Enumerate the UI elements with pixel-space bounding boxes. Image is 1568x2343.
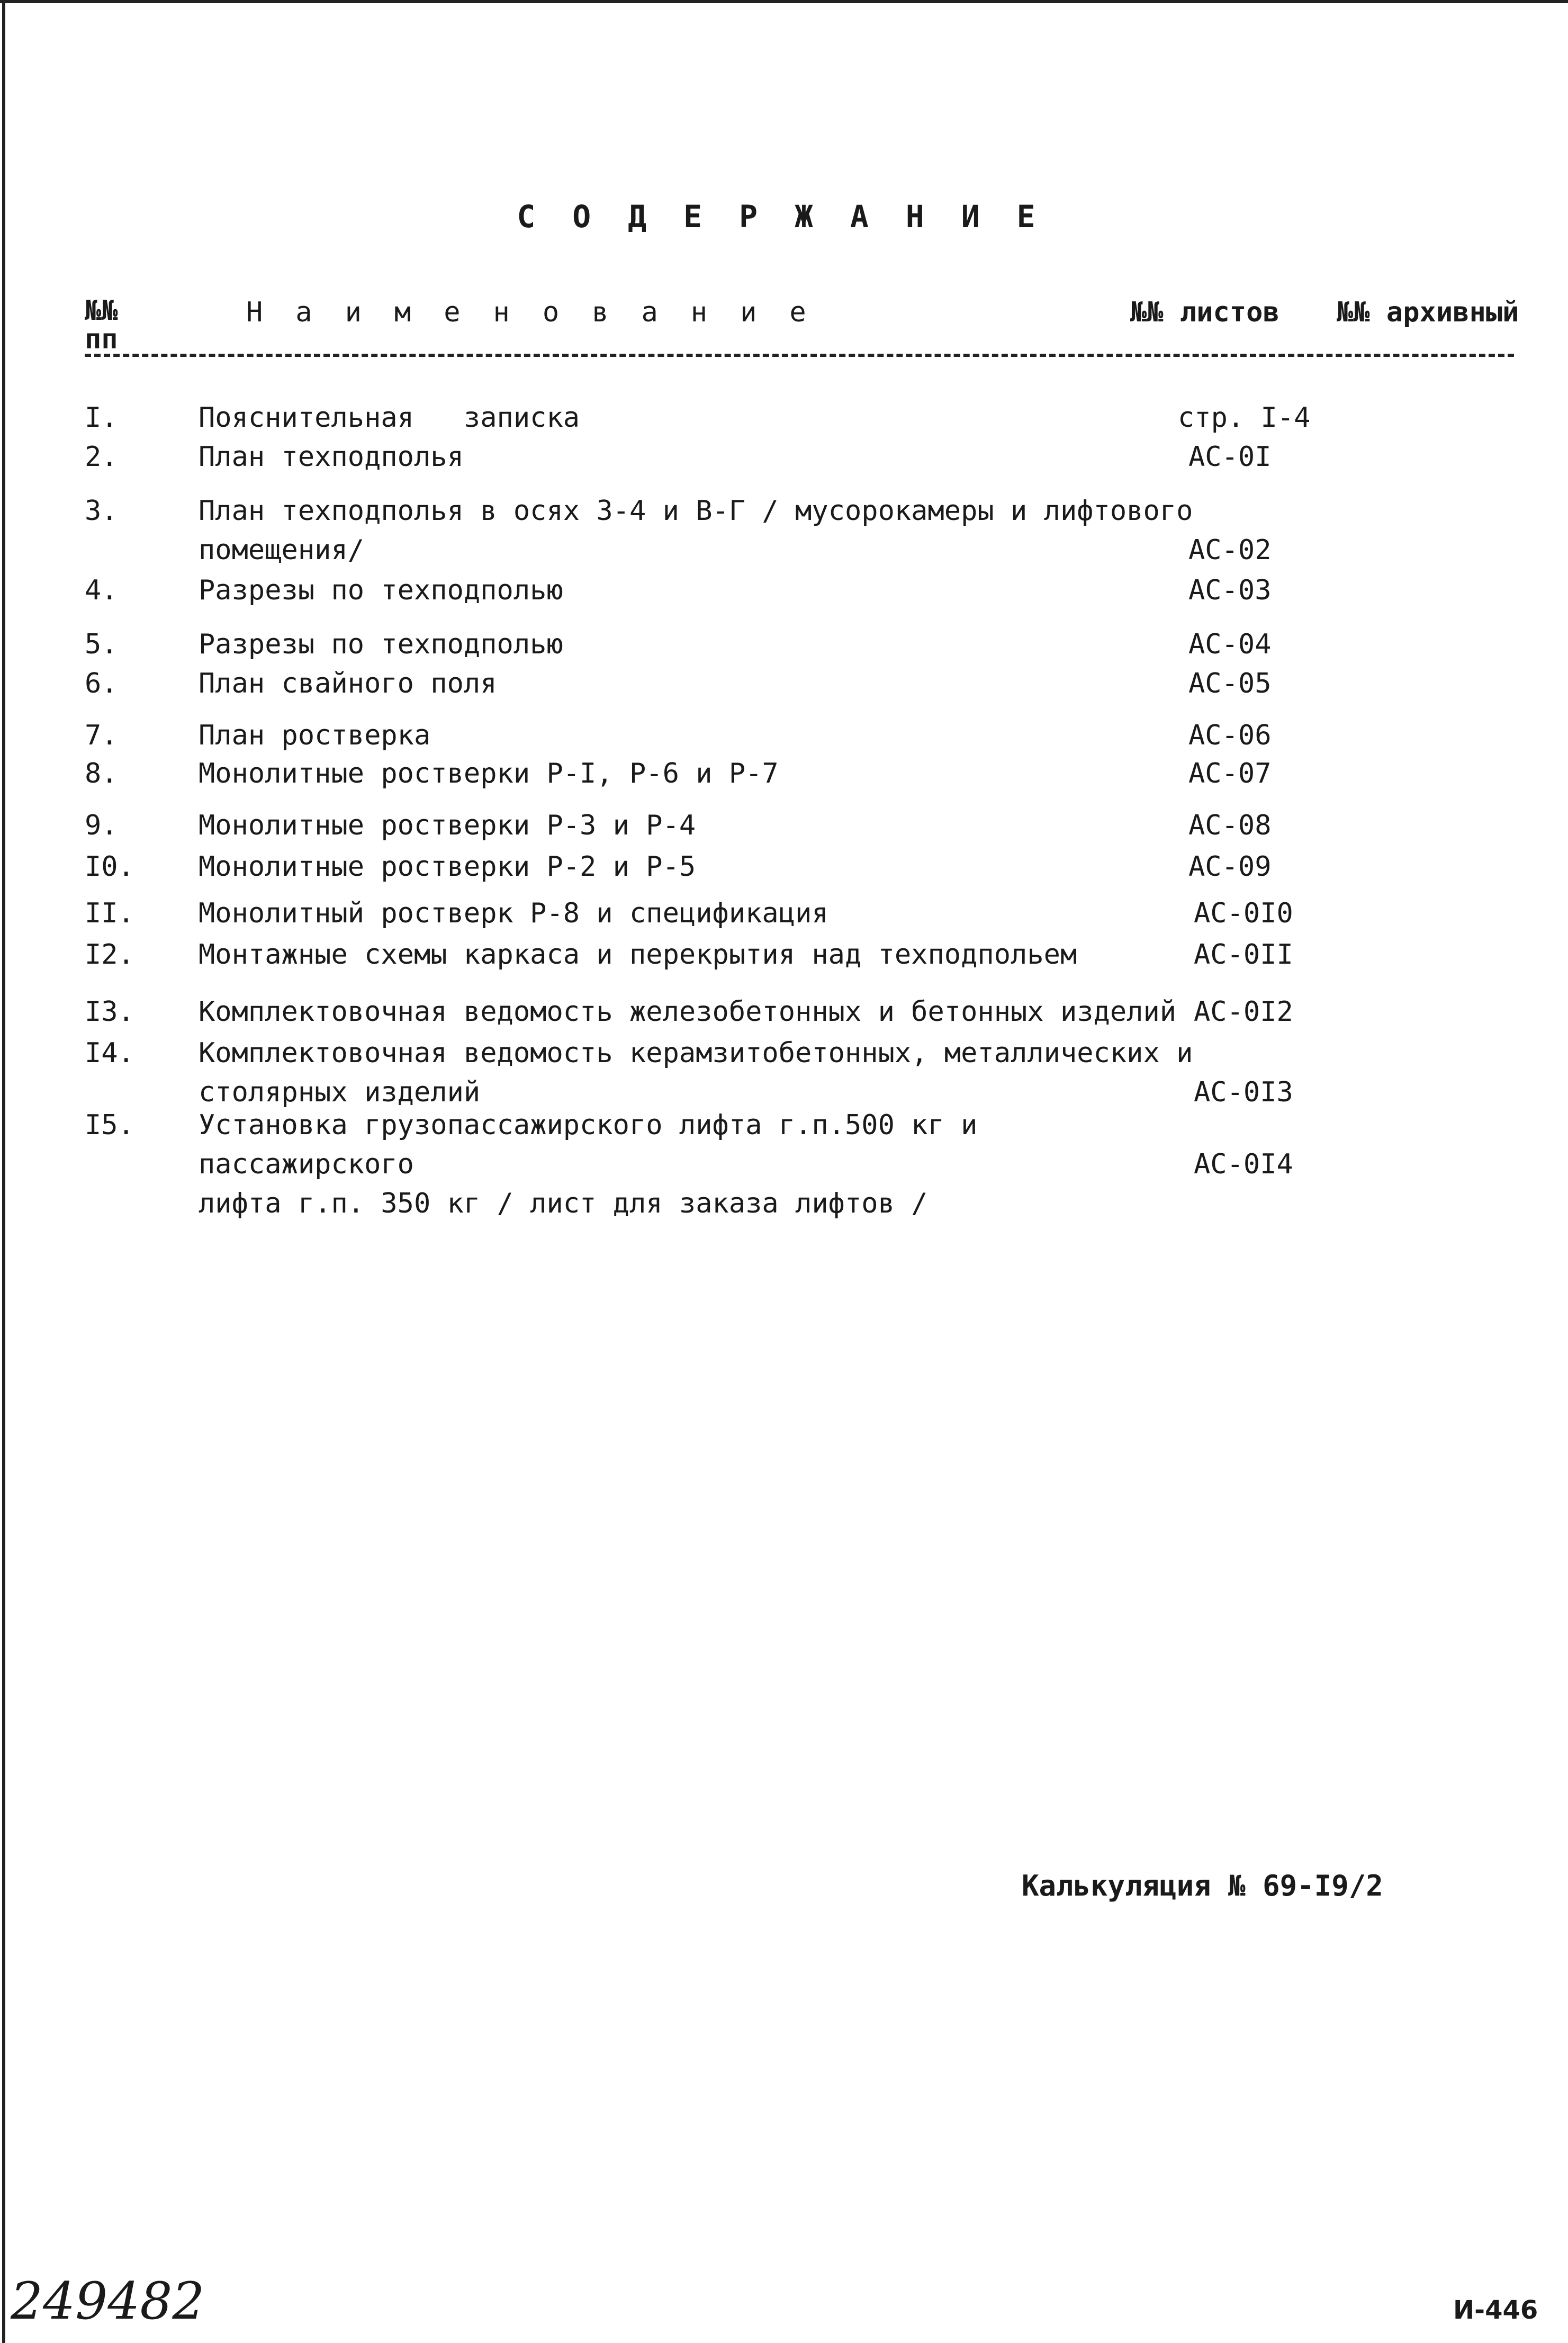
handwritten-inventory-number: 249482	[11, 2272, 205, 2331]
row-name: Монолитные ростверки Р-3 и Р-4	[199, 810, 696, 841]
row-number: I4.	[85, 1037, 134, 1069]
row-name: План техподполья	[199, 441, 464, 473]
row-name: Комплектовочная ведомость железобетонных и бетонных изделий	[199, 996, 1177, 1028]
row-name: Монолитный ростверк Р-8 и спецификация	[199, 897, 828, 929]
row-sheet: АС-07	[1188, 758, 1272, 789]
row-name: Монолитные ростверки Р-I, Р-6 и Р-7	[199, 758, 779, 789]
row-sheet: АС-0I0	[1194, 897, 1293, 929]
row-sheet: АС-09	[1188, 851, 1272, 883]
header-sheets-column: №№ листов	[1130, 297, 1279, 328]
row-number: I.	[85, 402, 118, 434]
row-name: Монолитные ростверки Р-2 и Р-5	[199, 851, 696, 883]
row-sheet: АС-0II	[1194, 939, 1293, 971]
row-name: Пояснительная записка	[199, 402, 580, 434]
row-number: I5.	[85, 1109, 134, 1141]
row-number: 7.	[85, 720, 118, 751]
row-name: План техподполья в осях 3-4 и В-Г / мусорокамеры и лифтового помещения/	[199, 495, 1193, 566]
row-sheet: АС-08	[1188, 810, 1272, 841]
row-number: 5.	[85, 629, 118, 660]
row-sheet: АС-05	[1188, 668, 1272, 699]
row-sheet: АС-06	[1188, 720, 1272, 751]
header-number-column: №№ пп	[85, 295, 118, 355]
row-sheet: АС-03	[1188, 574, 1272, 606]
row-sheet: АС-0I4	[1194, 1148, 1293, 1180]
page-border-top	[0, 0, 1568, 3]
row-number: I3.	[85, 996, 134, 1028]
row-sheet: АС-0I	[1188, 441, 1272, 473]
calculation-number: Калькуляция № 69-I9/2	[1022, 1869, 1383, 1902]
row-sheet: АС-0I2	[1194, 996, 1293, 1028]
archive-stamp: И-446	[1453, 2295, 1538, 2325]
header-divider	[85, 354, 1514, 357]
row-name: Монтажные схемы каркаса и перекрытия над техподпольем	[199, 939, 1077, 971]
row-name: План свайного поля	[199, 668, 497, 699]
page-border-left	[2, 0, 5, 2343]
row-number: I2.	[85, 939, 134, 971]
page-title: СОДЕРЖАНИЕ	[517, 199, 1073, 235]
row-sheet: АС-02	[1188, 534, 1272, 566]
row-name: Разрезы по техподполью	[199, 629, 563, 660]
row-number: 6.	[85, 668, 118, 699]
row-number: 9.	[85, 810, 118, 841]
row-name: Комплектовочная ведомость керамзитобетонных, металлических и столярных изделий	[199, 1037, 1193, 1108]
row-name: План ростверка	[199, 720, 431, 751]
row-number: 8.	[85, 758, 118, 789]
row-name: Разрезы по техподполью	[199, 574, 563, 606]
row-name: Установка грузопассажирского лифта г.п.500 кг и пассажирского лифта г.п. 350 кг / лист для заказа лифтов /	[199, 1109, 978, 1219]
header-archive-column: №№ архивный	[1337, 297, 1519, 328]
header-name-column: Наименование	[246, 297, 839, 328]
row-number: II.	[85, 897, 134, 929]
row-number: 2.	[85, 441, 118, 473]
row-number: I0.	[85, 851, 134, 883]
row-sheet: АС-04	[1188, 629, 1272, 660]
row-sheet: АС-0I3	[1194, 1076, 1293, 1108]
row-number: 4.	[85, 574, 118, 606]
row-sheet: стр. I-4	[1178, 402, 1311, 434]
row-number: 3.	[85, 495, 118, 527]
